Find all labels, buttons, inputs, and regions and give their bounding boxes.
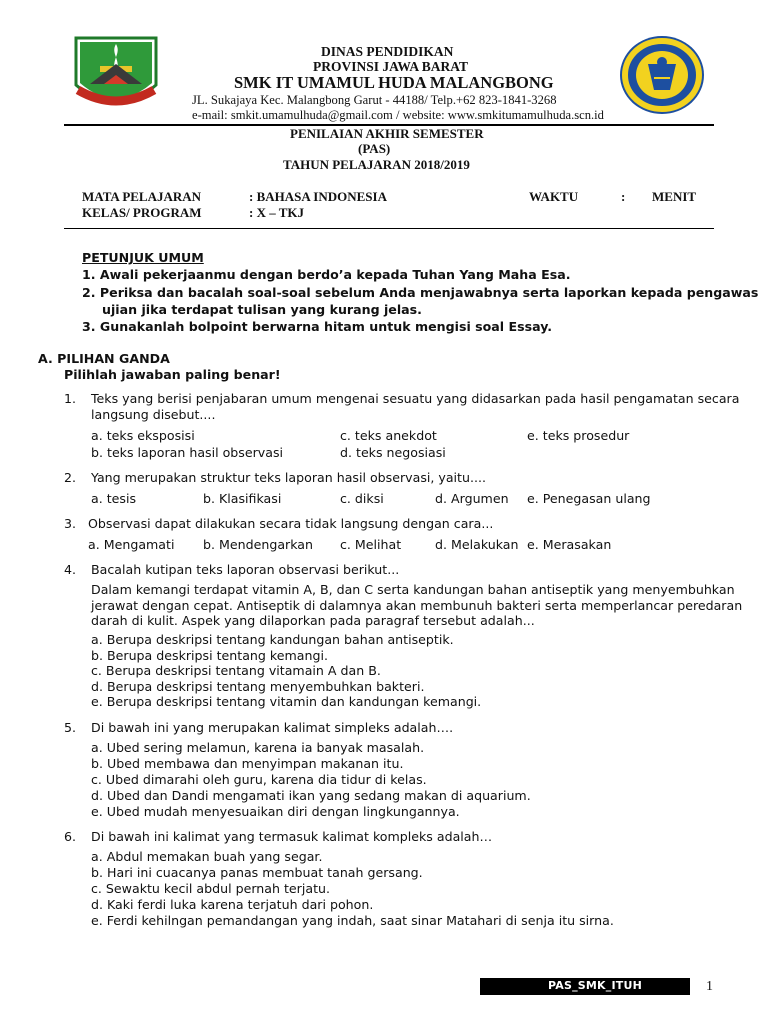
instructions-heading: PETUNJUK UMUM bbox=[82, 250, 204, 265]
right-logo bbox=[618, 34, 706, 116]
option-e: e. Ferdi kehilngan pemandangan yang indah, saat sinar Matahari di senja itu sirna. bbox=[91, 913, 614, 928]
page-number: 1 bbox=[706, 979, 713, 994]
subject-label: MATA PELAJARAN bbox=[82, 189, 202, 204]
passage-line: jerawat dengan cepat. Antiseptik di dalamnya akan membunuh bakteri serta memperlancar peredaran bbox=[91, 598, 743, 613]
option-c: c. Ubed dimarahi oleh guru, karena dia tidur di kelas. bbox=[91, 772, 427, 787]
header-office: DINAS PENDIDIKAN bbox=[321, 44, 454, 59]
time-label: WAKTU bbox=[529, 189, 579, 204]
header-contact: e-mail: smkit.umamulhuda@gmail.com / website: www.smkitumamulhuda.scn.id bbox=[192, 108, 604, 122]
option-a: a. teks eksposisi bbox=[91, 428, 195, 443]
question-text: Bacalah kutipan teks laporan observasi berikut... bbox=[91, 562, 400, 577]
instruction-item: 3. Gunakanlah bolpoint berwarna hitam untuk mengisi soal Essay. bbox=[82, 319, 553, 334]
option-b: b. teks laporan hasil observasi bbox=[91, 445, 284, 460]
option-e: e. Ubed mudah menyesuaikan diri dengan lingkungannya. bbox=[91, 804, 460, 819]
left-logo bbox=[66, 30, 166, 116]
option-d: d. Kaki ferdi luka karena terjatuh dari pohon. bbox=[91, 897, 374, 912]
question-text: Teks yang berisi penjabaran umum mengenai sesuatu yang didasarkan pada hasil pengamatan secara bbox=[91, 391, 740, 406]
option-c: c. diksi bbox=[340, 491, 384, 506]
exam-title-abbrev: (PAS) bbox=[358, 141, 391, 156]
question-text: Yang merupakan struktur teks laporan hasil observasi, yaitu.... bbox=[91, 470, 486, 485]
option-b: b. Ubed membawa dan menyimpan makanan itu. bbox=[91, 756, 404, 771]
class-value: : X – TKJ bbox=[249, 205, 305, 220]
instruction-item-continuation: ujian jika terdapat tulisan yang kurang jelas. bbox=[102, 302, 422, 317]
exam-title: PENILAIAN AKHIR SEMESTER bbox=[290, 126, 484, 141]
passage-line: Dalam kemangi terdapat vitamin A, B, dan C serta kandungan bahan antiseptik yang menyembuhkan bbox=[91, 582, 735, 597]
question-number: 4. bbox=[64, 562, 77, 577]
option-e: e. Penegasan ulang bbox=[527, 491, 651, 506]
option-e: e. Berupa deskripsi tentang vitamin dan kandungan kemangi. bbox=[91, 694, 482, 709]
question-number: 5. bbox=[64, 720, 77, 735]
option-d: d. Berupa deskripsi tentang menyembuhkan bakteri. bbox=[91, 679, 425, 694]
question-text: Observasi dapat dilakukan secara tidak langsung dengan cara... bbox=[88, 516, 494, 531]
option-a: a. Abdul memakan buah yang segar. bbox=[91, 849, 323, 864]
header-address: JL. Sukajaya Kec. Malangbong Garut - 44188/ Telp.+62 823-1841-3268 bbox=[192, 93, 557, 107]
option-b: b. Berupa deskripsi tentang kemangi. bbox=[91, 648, 328, 663]
subject-value: : BAHASA INDONESIA bbox=[249, 189, 387, 204]
class-label: KELAS/ PROGRAM bbox=[82, 205, 202, 220]
passage-line: darah di kulit. Aspek yang dilaporkan pada paragraf tersebut adalah... bbox=[91, 613, 535, 628]
question-number: 1. bbox=[64, 391, 77, 406]
section-a-instruction: Pilihlah jawaban paling benar! bbox=[64, 367, 281, 382]
option-b: b. Mendengarkan bbox=[203, 537, 313, 552]
question-number: 2. bbox=[64, 470, 77, 485]
option-a: a. Mengamati bbox=[88, 537, 175, 552]
option-d: d. teks negosiasi bbox=[340, 445, 446, 460]
info-divider bbox=[64, 228, 714, 229]
question-text: Di bawah ini kalimat yang termasuk kalimat kompleks adalah… bbox=[91, 829, 493, 844]
question-number: 3. bbox=[64, 516, 77, 531]
time-value: MENIT bbox=[652, 189, 697, 204]
option-d: d. Ubed dan Dandi mengamati ikan yang sedang makan di aquarium. bbox=[91, 788, 531, 803]
time-colon: : bbox=[621, 189, 626, 204]
option-b: b. Hari ini cuacanya panas membuat tanah gersang. bbox=[91, 865, 423, 880]
option-c: c. teks anekdot bbox=[340, 428, 437, 443]
option-a: a. Berupa deskripsi tentang kandungan bahan antiseptik. bbox=[91, 632, 454, 647]
option-a: a. Ubed sering melamun, karena ia banyak masalah. bbox=[91, 740, 425, 755]
option-c: c. Melihat bbox=[340, 537, 402, 552]
option-e: e. teks prosedur bbox=[527, 428, 630, 443]
question-text: Di bawah ini yang merupakan kalimat simpleks adalah…. bbox=[91, 720, 454, 735]
option-c: c. Sewaktu kecil abdul pernah terjatu. bbox=[91, 881, 330, 896]
option-e: e. Merasakan bbox=[527, 537, 612, 552]
option-b: b. Klasifikasi bbox=[203, 491, 282, 506]
option-c: c. Berupa deskripsi tentang vitamain A dan B. bbox=[91, 663, 381, 678]
question-number: 6. bbox=[64, 829, 77, 844]
section-a-heading: A. PILIHAN GANDA bbox=[38, 351, 170, 366]
instruction-item: 1. Awali pekerjaanmu dengan berdo’a kepada Tuhan Yang Maha Esa. bbox=[82, 267, 571, 282]
option-d: d. Melakukan bbox=[435, 537, 519, 552]
exam-year: TAHUN PELAJARAN 2018/2019 bbox=[283, 157, 470, 172]
header-school: SMK IT UMAMUL HUDA MALANGBONG bbox=[234, 73, 554, 92]
instruction-item: 2. Periksa dan bacalah soal-soal sebelum Anda menjawabnya serta laporkan kepada pengawas bbox=[82, 285, 759, 300]
footer-tag-label: PAS_SMK_ITUH bbox=[548, 979, 643, 992]
header-province: PROVINSI JAWA BARAT bbox=[313, 59, 469, 74]
question-text-continuation: langsung disebut.... bbox=[91, 407, 216, 422]
option-d: d. Argumen bbox=[435, 491, 509, 506]
option-a: a. tesis bbox=[91, 491, 137, 506]
